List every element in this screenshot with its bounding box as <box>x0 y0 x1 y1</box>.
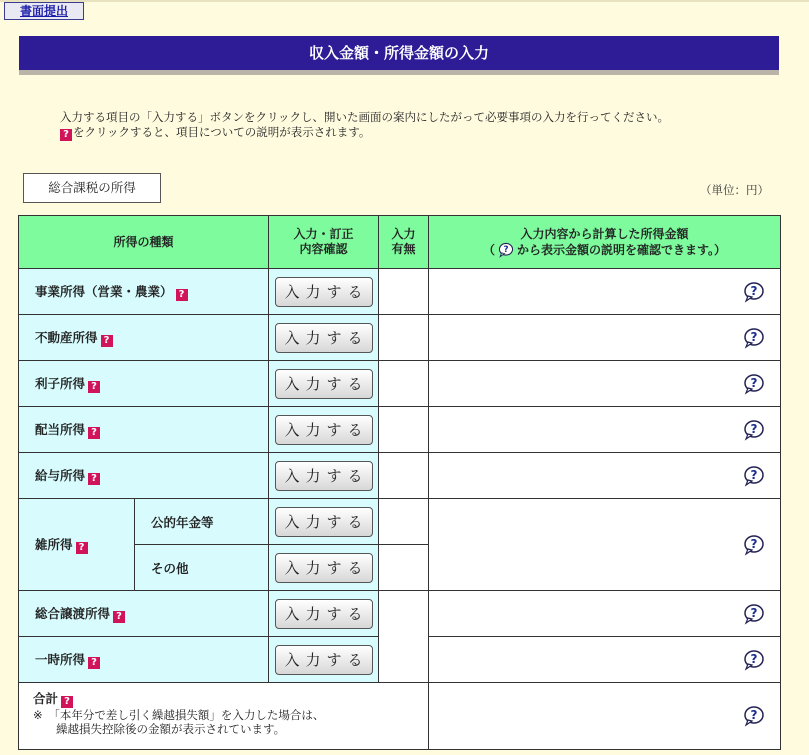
income-type-label: 雑所得 <box>35 537 73 552</box>
question-mark-icon[interactable]: ? <box>113 611 125 623</box>
income-type-label: 給与所得 <box>35 468 86 483</box>
table-header-row <box>19 216 781 269</box>
amount-cell <box>429 683 781 750</box>
income-type-cell <box>19 453 269 499</box>
svg-text:?: ? <box>750 467 758 482</box>
input-button[interactable]: 入力する <box>275 277 373 307</box>
header-confirm-line2: 内容確認 <box>299 242 348 256</box>
page-title: 収入金額・所得金額の入力 <box>19 36 779 70</box>
income-type-cell <box>19 499 135 591</box>
table-row <box>19 453 781 499</box>
income-type-label: 不動産所得 <box>35 330 98 345</box>
submit-in-writing-button[interactable]: 書面提出 <box>4 2 84 20</box>
input-button[interactable]: 入力する <box>275 461 373 491</box>
input-button-cell <box>269 453 379 499</box>
header-status-line2: 有無 <box>391 242 416 256</box>
input-button-cell <box>269 637 379 683</box>
input-status-cell <box>379 269 429 315</box>
top-divider <box>0 0 809 2</box>
help-balloon-icon[interactable] <box>742 705 766 727</box>
total-label-cell <box>19 683 429 750</box>
header-amount-line2-post: から表示金額の説明を確認できます。） <box>517 242 727 257</box>
table-row <box>19 361 781 407</box>
header-confirm <box>269 216 379 269</box>
income-type-cell <box>19 407 269 453</box>
input-button-cell <box>269 269 379 315</box>
amount-cell <box>429 499 781 591</box>
sub-income-type-label: 公的年金等 <box>135 499 269 545</box>
question-mark-icon[interactable]: ? <box>88 381 100 393</box>
income-type-label: 利子所得 <box>35 376 86 391</box>
income-table <box>18 215 781 750</box>
input-button-cell <box>269 545 379 591</box>
total-label: 合計 <box>33 691 59 706</box>
amount-cell <box>429 453 781 499</box>
income-type-label: 総合譲渡所得 <box>35 606 111 621</box>
income-type-cell <box>19 315 269 361</box>
header-status <box>379 216 429 269</box>
header-amount-line1: 入力内容から計算した所得金額 <box>520 226 689 241</box>
help-balloon-icon[interactable] <box>742 281 766 303</box>
input-button-cell <box>269 499 379 545</box>
svg-text:?: ? <box>750 536 758 551</box>
input-status-cell <box>379 407 429 453</box>
svg-text:?: ? <box>750 651 758 666</box>
amount-cell <box>429 269 781 315</box>
header-income-type: 所得の種類 <box>19 216 269 269</box>
total-note-line1: ※ 「本年分で差し引く繰越損失額」を入力した場合は、 <box>33 708 325 722</box>
income-type-cell <box>19 361 269 407</box>
input-button[interactable]: 入力する <box>275 599 373 629</box>
amount-cell <box>429 361 781 407</box>
input-status-cell <box>379 453 429 499</box>
input-button-cell <box>269 361 379 407</box>
amount-cell <box>429 591 781 637</box>
input-status-cell <box>379 591 429 683</box>
help-balloon-icon[interactable] <box>742 373 766 395</box>
svg-text:?: ? <box>750 283 758 298</box>
table-row <box>19 315 781 361</box>
section-label: 総合課税の所得 <box>23 173 161 203</box>
help-balloon-icon[interactable] <box>742 534 766 556</box>
instructions-line-2 <box>60 125 780 141</box>
total-heading <box>33 689 428 708</box>
question-mark-icon[interactable]: ? <box>176 289 188 301</box>
amount-cell <box>429 637 781 683</box>
title-underline <box>19 70 779 75</box>
table-row <box>19 269 781 315</box>
svg-text:?: ? <box>750 708 758 722</box>
question-mark-icon[interactable]: ? <box>76 542 88 554</box>
help-balloon-icon[interactable] <box>742 649 766 671</box>
header-confirm-line1: 入力・訂正 <box>293 227 354 241</box>
input-status-cell <box>379 545 429 591</box>
svg-text:?: ? <box>750 329 758 344</box>
instructions-line-1: 入力する項目の「入力する」ボタンをクリックし、開いた画面の案内にしたがって必要事項の入力を行ってください。 <box>60 110 670 124</box>
input-status-cell <box>379 315 429 361</box>
input-button[interactable]: 入力する <box>275 415 373 445</box>
input-button[interactable]: 入力する <box>275 323 373 353</box>
help-balloon-icon[interactable] <box>742 603 766 625</box>
help-balloon-icon[interactable] <box>742 327 766 349</box>
input-button-cell <box>269 591 379 637</box>
income-type-cell <box>19 269 269 315</box>
total-note-line2: 繰越損失控除後の金額が表示されています。 <box>33 722 286 736</box>
income-type-cell <box>19 591 269 637</box>
income-type-label: 事業所得（営業・農業） <box>35 284 173 299</box>
table-row <box>19 591 781 637</box>
sub-income-type-label: その他 <box>135 545 269 591</box>
question-mark-icon[interactable]: ? <box>88 427 100 439</box>
help-balloon-icon[interactable] <box>742 419 766 441</box>
instructions <box>60 110 780 141</box>
input-button[interactable]: 入力する <box>275 553 373 583</box>
input-status-cell <box>379 361 429 407</box>
svg-text:?: ? <box>503 244 509 255</box>
header-amount <box>429 216 781 269</box>
question-mark-icon: ? <box>60 129 72 141</box>
table-row <box>19 499 781 545</box>
income-type-label: 一時所得 <box>35 652 86 667</box>
total-row <box>19 683 781 750</box>
unit-label: （単位：円） <box>700 183 769 197</box>
input-button[interactable]: 入力する <box>275 369 373 399</box>
input-button[interactable]: 入力する <box>275 507 373 537</box>
header-status-line1: 入力 <box>391 227 416 241</box>
income-type-label: 配当所得 <box>35 422 86 437</box>
amount-cell <box>429 315 781 361</box>
income-type-cell <box>19 637 269 683</box>
question-mark-icon[interactable]: ? <box>101 335 113 347</box>
help-balloon-icon <box>497 242 515 258</box>
input-status-cell <box>379 499 429 545</box>
svg-text:?: ? <box>750 375 758 390</box>
help-balloon-icon[interactable] <box>742 465 766 487</box>
amount-cell <box>429 407 781 453</box>
input-button-cell <box>269 315 379 361</box>
instructions-line-2-text: をクリックすると、項目についての説明が表示されます。 <box>73 125 371 139</box>
question-mark-icon[interactable]: ? <box>61 696 73 708</box>
input-button[interactable]: 入力する <box>275 645 373 675</box>
svg-text:?: ? <box>750 421 758 436</box>
question-mark-icon[interactable]: ? <box>88 657 100 669</box>
header-amount-line2-pre: （ <box>482 242 495 257</box>
question-mark-icon[interactable]: ? <box>88 473 100 485</box>
svg-text:?: ? <box>750 605 758 620</box>
input-button-cell <box>269 407 379 453</box>
table-row <box>19 407 781 453</box>
